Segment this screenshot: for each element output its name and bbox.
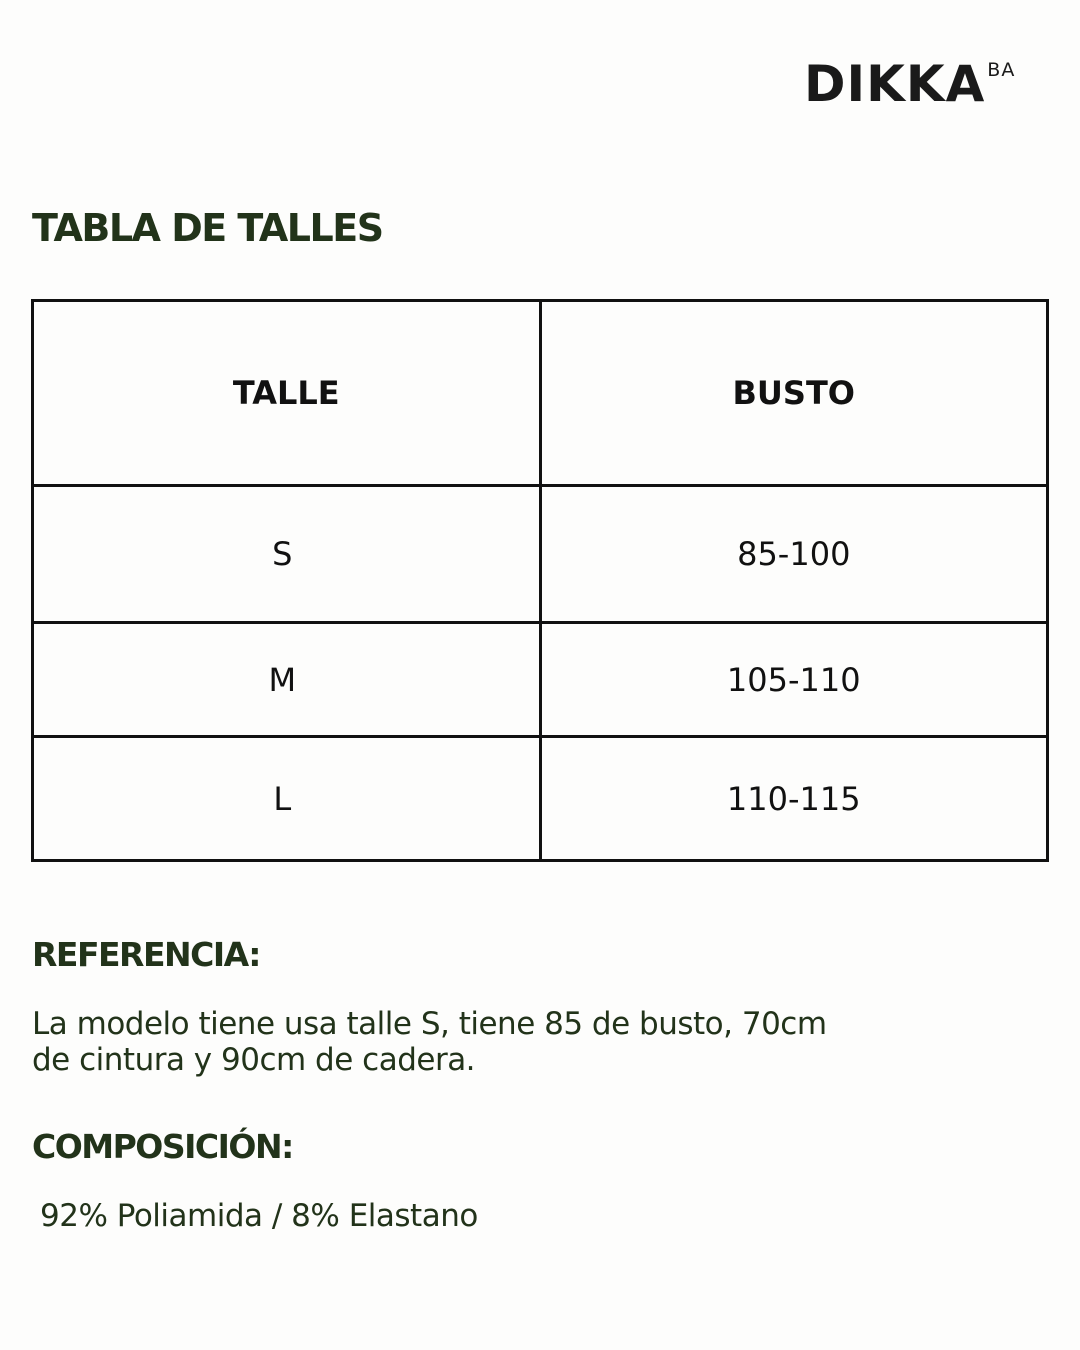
reference-line-2: de cintura y 90cm de cadera. (32, 1042, 476, 1078)
header-busto: BUSTO (540, 301, 1048, 486)
cell-talle: M (33, 623, 541, 737)
brand-logo (804, 56, 1015, 112)
reference-title: REFERENCIA: (32, 935, 260, 974)
composition-title: COMPOSICIÓN: (32, 1127, 293, 1166)
cell-talle: L (33, 737, 541, 861)
header-talle: TALLE (33, 301, 541, 486)
reference-text (32, 1006, 932, 1078)
cell-busto: 105-110 (540, 623, 1048, 737)
size-table (31, 299, 1049, 862)
table-row (33, 486, 1048, 623)
cell-busto: 85-100 (540, 486, 1048, 623)
table-row (33, 623, 1048, 737)
table-row (33, 737, 1048, 861)
brand-logo-superscript: BA (987, 59, 1016, 81)
brand-logo-main: DIKKA (804, 55, 986, 113)
cell-talle: S (33, 486, 541, 623)
composition-text: 92% Poliamida / 8% Elastano (40, 1198, 478, 1234)
page-title: TABLA DE TALLES (32, 206, 383, 250)
cell-busto: 110-115 (540, 737, 1048, 861)
table-header-row (33, 301, 1048, 486)
reference-line-1: La modelo tiene usa talle S, tiene 85 de busto, 70cm (32, 1006, 827, 1042)
